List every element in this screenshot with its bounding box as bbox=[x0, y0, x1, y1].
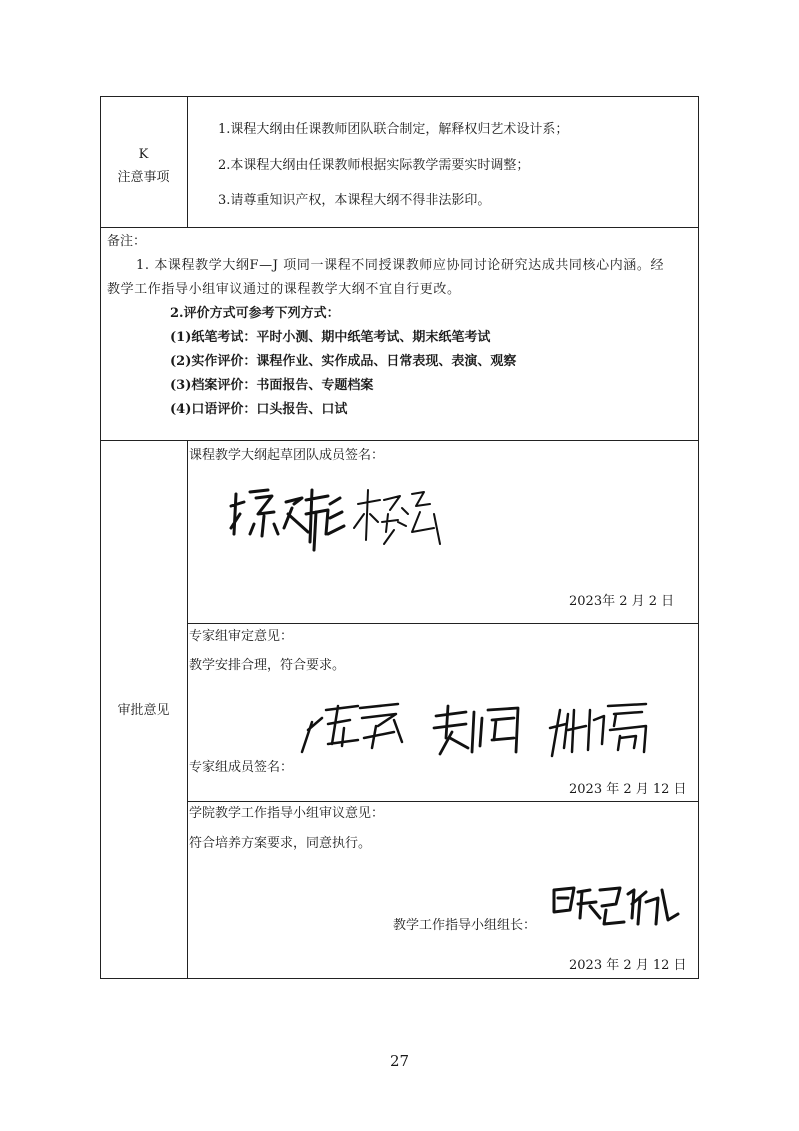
eval-item-4: (4)口语评价：口头报告、口试 bbox=[170, 402, 348, 417]
college-date: 2023 年 2 月 12 日 bbox=[569, 958, 687, 973]
notes-item-2: 2.本课程大纲由任课教师根据实际教学需要实时调整； bbox=[218, 158, 530, 173]
eval-item-2: (2)实作评价：课程作业、实作成品、日常表现、表演、观察 bbox=[170, 354, 517, 369]
table-border bbox=[100, 978, 699, 979]
remarks-line-1: 1. 本课程教学大纲F—J 项同一课程不同授课教师应协同讨论研究达成共同核心内涵。经 bbox=[136, 258, 665, 273]
eval-item-3: (3)档案评价：书面报告、专题档案 bbox=[170, 378, 374, 393]
expert-signature-1 bbox=[298, 696, 408, 756]
expert-opinion: 教学安排合理，符合要求。 bbox=[189, 658, 346, 673]
notes-label-k: K bbox=[138, 147, 149, 162]
remarks-line-2: 教学工作指导小组审议通过的课程教学大纲不宜自行更改。 bbox=[107, 282, 461, 297]
table-border bbox=[187, 96, 188, 227]
expert-title: 专家组审定意见： bbox=[189, 629, 294, 644]
expert-date: 2023 年 2 月 12 日 bbox=[569, 782, 687, 797]
approval-form-table bbox=[100, 96, 699, 979]
drafting-date: 2023年 2 月 2 日 bbox=[569, 594, 675, 609]
remarks-title: 备注： bbox=[107, 234, 147, 249]
college-title: 学院教学工作指导小组审议意见： bbox=[189, 806, 385, 821]
college-leader-signature bbox=[550, 884, 680, 934]
expert-sign-label: 专家组成员签名： bbox=[189, 760, 294, 775]
table-border bbox=[187, 440, 188, 979]
table-border bbox=[100, 440, 699, 441]
drafting-title: 课程教学大纲起草团队成员签名： bbox=[189, 448, 385, 463]
table-border bbox=[100, 227, 699, 228]
expert-signature-2 bbox=[426, 700, 526, 770]
notes-item-1: 1.课程大纲由任课教师团队联合制定，解释权归艺术设计系； bbox=[218, 122, 569, 137]
college-opinion: 符合培养方案要求，同意执行。 bbox=[189, 836, 372, 851]
page-number: 27 bbox=[389, 1052, 410, 1070]
college-sign-label: 教学工作指导小组组长： bbox=[393, 918, 537, 933]
eval-title: 2.评价方式可参考下列方式： bbox=[170, 306, 340, 321]
eval-item-1: (1)纸笔考试：平时小测、期中纸笔考试、期末纸笔考试 bbox=[170, 330, 491, 345]
table-border bbox=[187, 623, 699, 624]
drafting-signature-chen bbox=[228, 484, 348, 554]
drafting-signature-yang bbox=[350, 484, 445, 554]
notes-label: 注意事项 bbox=[117, 170, 170, 185]
table-border bbox=[698, 96, 699, 979]
table-border bbox=[187, 801, 699, 802]
table-border bbox=[100, 96, 101, 979]
notes-item-3: 3.请尊重知识产权，本课程大纲不得非法影印。 bbox=[218, 193, 491, 208]
table-border bbox=[100, 96, 699, 97]
expert-signature-3 bbox=[546, 700, 656, 760]
approval-label: 审批意见 bbox=[117, 703, 170, 718]
